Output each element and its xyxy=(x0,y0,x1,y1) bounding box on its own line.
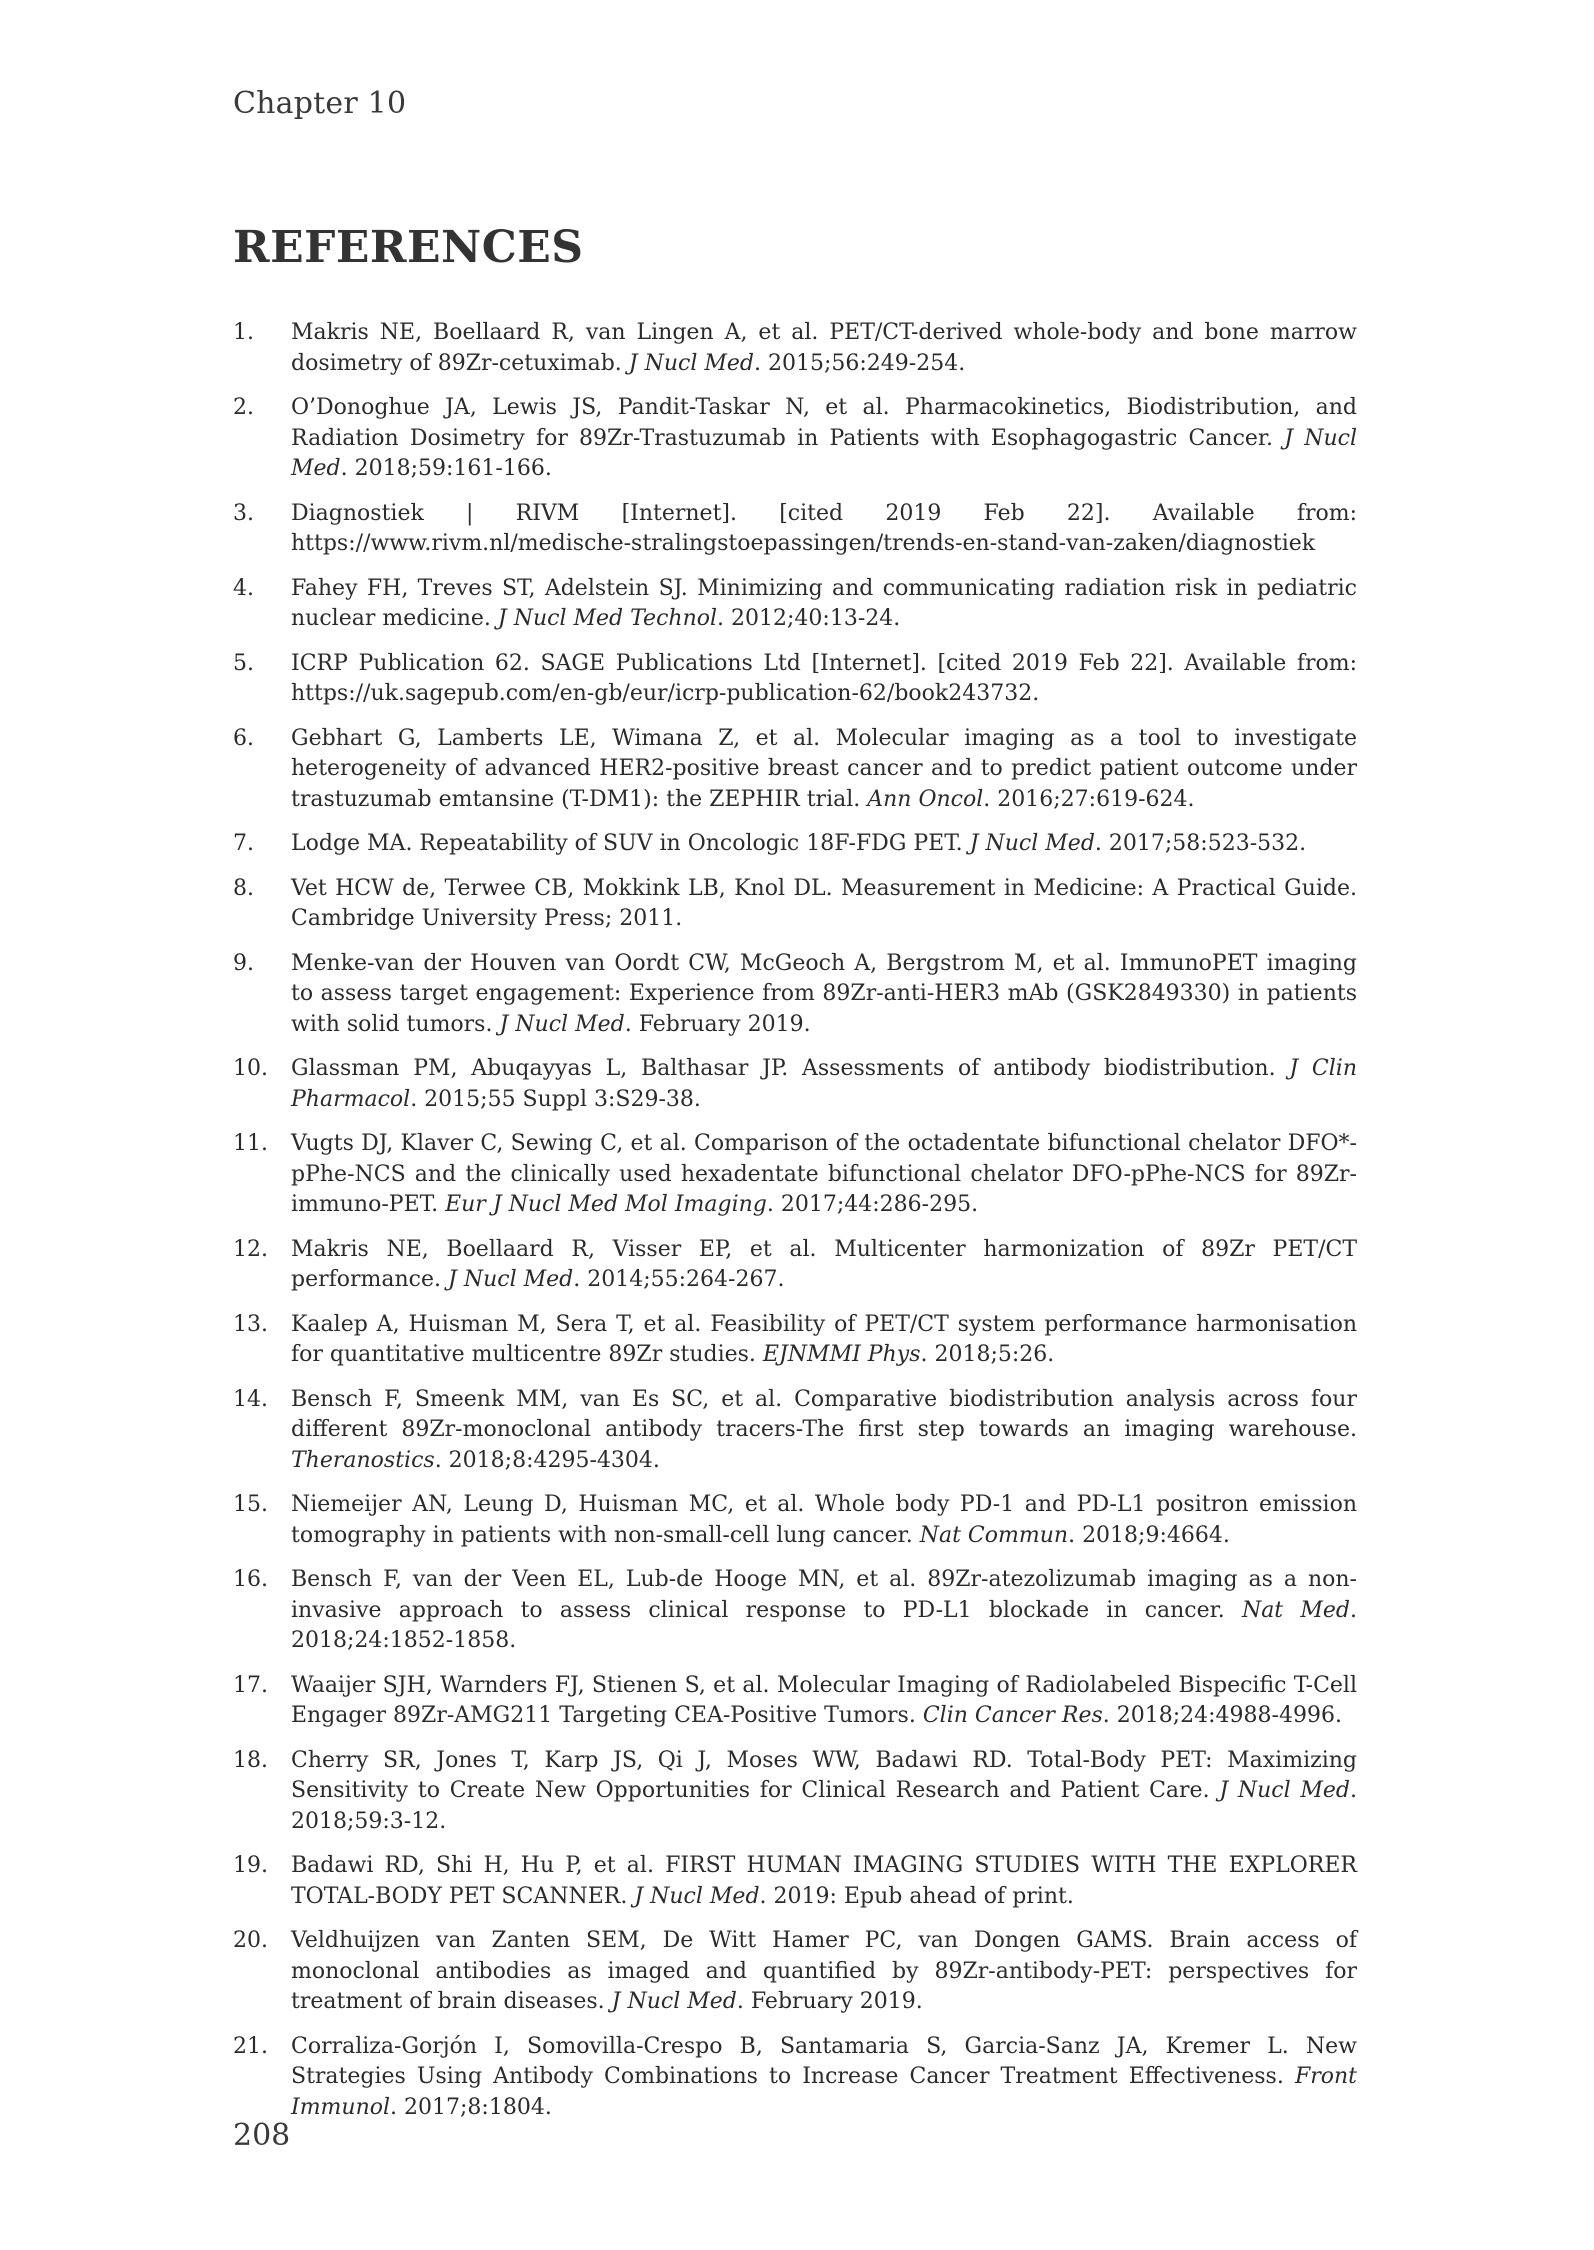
reference-journal: J Nucl Med xyxy=(1219,1778,1350,1803)
reference-text xyxy=(291,1235,1357,1296)
reference-body: Veldhuijzen van Zanten SEM, De Witt Hamer PC, van Dongen GAMS. Brain access of monoclonal antibodies as imaged and quantified by 89Zr-antibody-PET: perspectives for treatment of brain diseases. xyxy=(291,1928,1357,2014)
reference-number: 10. xyxy=(233,1056,268,1081)
reference-text xyxy=(291,1851,1357,1912)
reference-tail: . 2016;27:619-624. xyxy=(983,786,1195,812)
reference-number: 8. xyxy=(233,875,254,901)
reference-tail: . 2015;56:249-254. xyxy=(754,350,966,376)
reference-text xyxy=(291,724,1357,816)
reference-item xyxy=(233,649,1357,710)
reference-text xyxy=(291,649,1357,710)
reference-number: 18. xyxy=(233,1747,268,1773)
reference-journal: J Nucl Med xyxy=(969,831,1095,856)
reference-body: Corraliza-Gorjón I, Somovilla-Crespo B, Santamaria S, Garcia-Sanz JA, Kremer L. New Strategies Using Antibody Combinations to Increase Cancer Treatment Effectiveness. xyxy=(291,2033,1357,2089)
reference-tail: . 2018;8:4295-4304. xyxy=(434,1447,660,1473)
reference-body: Fahey FH, Treves ST, Adelstein SJ. Minimizing and communicating radiation risk in pediatric nuclear medicine. xyxy=(291,575,1357,631)
reference-journal: J Clin Pharmacol xyxy=(291,1056,1357,1112)
reference-body: Vugts DJ, Klaver C, Sewing C, et al. Comparison of the octadentate bifunctional chelator DFO*-pPhe-NCS and the clinically used hexadentate bifunctional chelator DFO-pPhe-NCS for 89Zr-immuno-PET. xyxy=(291,1131,1357,1217)
reference-journal: Theranostics xyxy=(291,1447,435,1473)
reference-tail: . 2018;24:4988-4996. xyxy=(1102,1703,1342,1728)
reference-journal: Eur J Nucl Med Mol Imaging xyxy=(445,1192,767,1217)
reference-item xyxy=(233,499,1357,560)
running-head: Chapter 10 xyxy=(233,86,407,121)
reference-tail: . February 2019. xyxy=(624,1011,811,1037)
reference-text xyxy=(291,1746,1357,1838)
reference-journal: Ann Oncol xyxy=(867,786,984,812)
reference-text xyxy=(291,393,1357,485)
reference-journal: J Nucl Med xyxy=(448,1267,574,1292)
reference-body: Gebhart G, Lamberts LE, Wimana Z, et al. Molecular imaging as a tool to investigate heterogeneity of advanced HER2-positive breast cancer and to predict patient outcome under trastuzumab emtansine (T-DM1): the ZEPHIR trial. xyxy=(291,725,1357,812)
reference-item xyxy=(233,1129,1357,1221)
reference-journal: Clin Cancer Res xyxy=(922,1703,1103,1728)
reference-list xyxy=(233,318,1357,2137)
reference-item xyxy=(233,1385,1357,1477)
reference-tail: . 2017;8:1804. xyxy=(390,2094,552,2120)
reference-item xyxy=(233,724,1357,816)
reference-tail: . 2014;55:264-267. xyxy=(573,1267,785,1292)
reference-body: Cherry SR, Jones T, Karp JS, Qi J, Moses WW, Badawi RD. Total-Body PET: Maximizing Sensitivity to Create New Opportunities for Clinical Research and Patient Care. xyxy=(291,1747,1357,1803)
reference-journal: EJNMMI Phys xyxy=(762,1342,921,1367)
reference-tail: . 2018;5:26. xyxy=(920,1342,1055,1367)
reference-body: Kaalep A, Huisman M, Sera T, et al. Feasibility of PET/CT system performance harmonisation for quantitative multicentre 89Zr studies. xyxy=(291,1311,1357,1367)
reference-number: 12. xyxy=(233,1236,268,1262)
reference-number: 15. xyxy=(233,1492,268,1517)
reference-journal: J Nucl Med Technol xyxy=(497,606,718,631)
reference-journal: Nat Med xyxy=(1241,1597,1350,1623)
reference-number: 2. xyxy=(233,395,254,420)
reference-text xyxy=(291,318,1357,379)
reference-number: 3. xyxy=(233,500,254,526)
reference-item xyxy=(233,874,1357,935)
section-title: REFERENCES xyxy=(233,222,584,273)
reference-tail: . 2018;59:3-12. xyxy=(291,1778,1357,1834)
reference-tail: . 2015;55 Suppl 3:S29-38. xyxy=(410,1086,701,1112)
reference-item xyxy=(233,1746,1357,1838)
reference-journal: J Nucl Med xyxy=(291,425,1357,481)
reference-text xyxy=(291,2032,1357,2124)
reference-body: Niemeijer AN, Leung D, Huisman MC, et al. Whole body PD-1 and PD-L1 positron emission tomography in patients with non-small-cell lung cancer. xyxy=(291,1492,1357,1548)
reference-number: 21. xyxy=(233,2033,268,2059)
reference-body: Badawi RD, Shi H, Hu P, et al. FIRST HUMAN IMAGING STUDIES WITH THE EXPLORER TOTAL-BODY PET SCANNER. xyxy=(291,1853,1357,1909)
reference-item xyxy=(233,829,1357,860)
page-number: 208 xyxy=(233,2118,291,2153)
reference-tail: . 2017;44:286-295. xyxy=(766,1192,979,1217)
reference-text xyxy=(291,1129,1357,1221)
reference-text xyxy=(291,1565,1357,1657)
reference-body: Glassman PM, Abuqayyas L, Balthasar JP. Assessments of antibody biodistribution. xyxy=(291,1056,1276,1081)
reference-item xyxy=(233,574,1357,635)
reference-number: 9. xyxy=(233,950,254,976)
reference-journal: Front Immunol xyxy=(291,2064,1357,2120)
reference-item xyxy=(233,1851,1357,1912)
reference-number: 5. xyxy=(233,650,254,676)
reference-item xyxy=(233,1926,1357,2018)
reference-body: Diagnostiek | RIVM [Internet]. [cited 2019 Feb 22]. Available from: https://www.rivm.nl/medische-stralingstoepassingen/trends-en-stand-van-zaken/diagnostiek xyxy=(291,500,1357,556)
reference-body: Makris NE, Boellaard R, Visser EP, et al. Multicenter harmonization of 89Zr PET/CT performance. xyxy=(291,1236,1357,1292)
reference-number: 11. xyxy=(233,1131,268,1156)
reference-number: 19. xyxy=(233,1853,268,1878)
reference-body: Waaijer SJH, Warnders FJ, Stienen S, et al. Molecular Imaging of Radiolabeled Bispecific T-Cell Engager 89Zr-AMG211 Targeting CEA-Positive Tumors. xyxy=(291,1672,1357,1728)
reference-item xyxy=(233,1235,1357,1296)
reference-item xyxy=(233,1310,1357,1371)
reference-tail: . 2012;40:13-24. xyxy=(717,606,901,631)
reference-number: 6. xyxy=(233,725,254,751)
reference-text xyxy=(291,499,1357,560)
reference-number: 14. xyxy=(233,1386,268,1412)
reference-number: 4. xyxy=(233,575,254,601)
reference-number: 13. xyxy=(233,1311,268,1337)
reference-number: 20. xyxy=(233,1928,268,1953)
reference-item xyxy=(233,318,1357,379)
reference-tail: . 2018;9:4664. xyxy=(1068,1522,1230,1548)
reference-body: Bensch F, van der Veen EL, Lub-de Hooge MN, et al. 89Zr-atezolizumab imaging as a non-invasive approach to assess clinical response to PD-L1 blockade in cancer. xyxy=(291,1567,1357,1623)
reference-item xyxy=(233,2032,1357,2124)
reference-tail: . February 2019. xyxy=(736,1989,923,2014)
reference-body: Makris NE, Boellaard R, van Lingen A, et al. PET/CT-derived whole-body and bone marrow dosimetry of 89Zr-cetuximab. xyxy=(291,320,1357,376)
reference-journal: Nat Commun xyxy=(919,1522,1069,1548)
reference-journal: J Nucl Med xyxy=(499,1011,625,1037)
reference-journal: J Nucl Med xyxy=(611,1989,737,2014)
reference-body: Menke-van der Houven van Oordt CW, McGeoch A, Bergstrom M, et al. ImmunoPET imaging to assess target engagement: Experience from 89Zr-anti-HER3 mAb (GSK2849330) in patients with solid tumors. xyxy=(291,950,1357,1037)
reference-item xyxy=(233,1671,1357,1732)
reference-body: Bensch F, Smeenk MM, van Es SC, et al. Comparative biodistribution analysis across four different 89Zr-monoclonal antibody tracers-The first step towards an imaging warehouse. xyxy=(291,1386,1357,1442)
reference-text xyxy=(291,1671,1357,1732)
reference-tail: . 2017;58:523-532. xyxy=(1094,831,1307,856)
reference-text xyxy=(291,1490,1357,1551)
reference-number: 1. xyxy=(233,320,254,345)
reference-item xyxy=(233,949,1357,1041)
reference-journal: J Nucl Med xyxy=(634,1883,760,1909)
reference-text xyxy=(291,1310,1357,1371)
reference-tail: . 2018;24:1852-1858. xyxy=(291,1597,1357,1653)
reference-number: 17. xyxy=(233,1672,268,1698)
reference-text xyxy=(291,1385,1357,1477)
reference-number: 7. xyxy=(233,831,254,856)
reference-text xyxy=(291,1054,1357,1115)
reference-text xyxy=(291,949,1357,1041)
reference-text xyxy=(291,1926,1357,2018)
reference-item xyxy=(233,1490,1357,1551)
reference-journal: J Nucl Med xyxy=(628,350,754,376)
reference-tail: . 2018;59:161-166. xyxy=(340,456,552,481)
reference-text xyxy=(291,874,1357,935)
reference-body: ICRP Publication 62. SAGE Publications Ltd [Internet]. [cited 2019 Feb 22]. Available from: https://uk.sagepub.com/en-gb/eur/icrp-publication-62/book243732. xyxy=(291,650,1357,706)
reference-tail: . 2019: Epub ahead of print. xyxy=(759,1883,1074,1909)
reference-body: O’Donoghue JA, Lewis JS, Pandit-Taskar N, et al. Pharmacokinetics, Biodistribution, and Radiation Dosimetry for 89Zr-Trastuzumab in Patients with Esophagogastric Cancer. xyxy=(291,395,1357,451)
reference-text xyxy=(291,829,1357,860)
reference-text xyxy=(291,574,1357,635)
reference-number: 16. xyxy=(233,1567,268,1592)
reference-item xyxy=(233,393,1357,485)
reference-item xyxy=(233,1054,1357,1115)
reference-item xyxy=(233,1565,1357,1657)
reference-body: Lodge MA. Repeatability of SUV in Oncologic 18F-FDG PET. xyxy=(291,831,963,856)
reference-body: Vet HCW de, Terwee CB, Mokkink LB, Knol DL. Measurement in Medicine: A Practical Guide. Cambridge University Press; 2011. xyxy=(291,875,1357,931)
